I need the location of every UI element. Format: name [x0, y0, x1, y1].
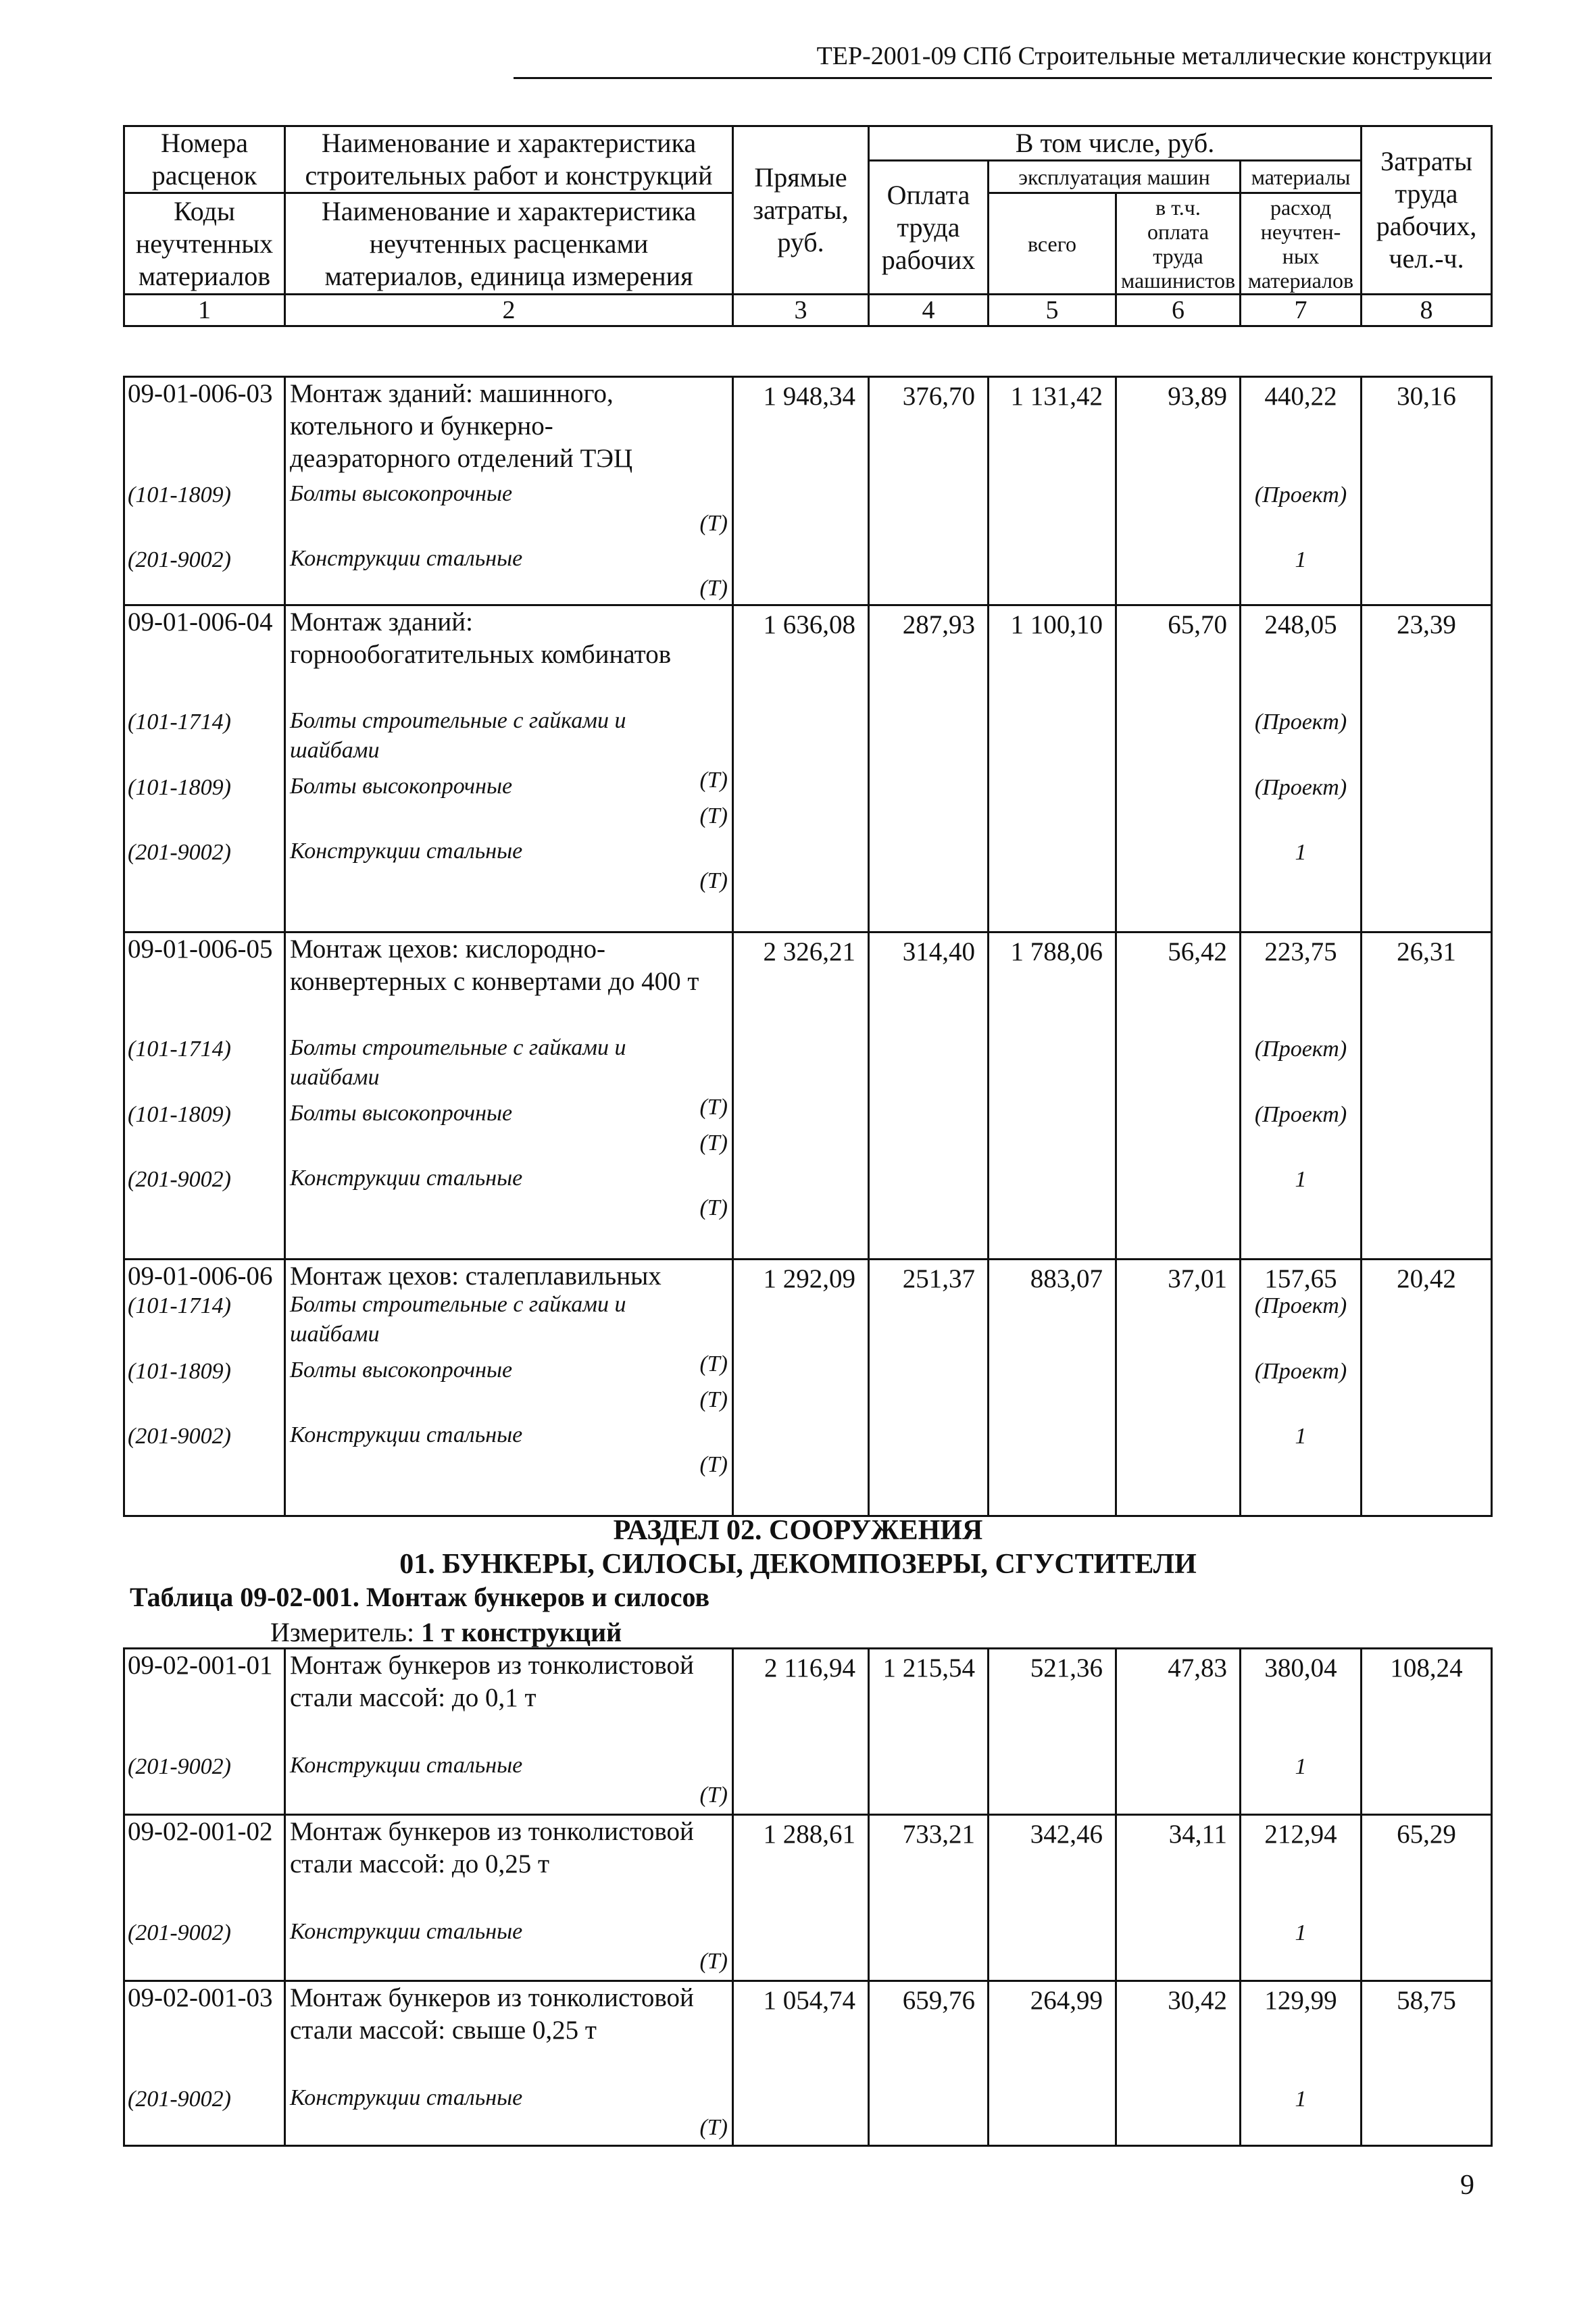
material-quantity: 1 [1295, 547, 1307, 572]
materials-cost: 380,04 [1264, 1653, 1337, 1683]
operator-cost: 34,11 [1116, 1815, 1241, 1981]
material-unit: (Т) [699, 768, 728, 793]
col1-bottom-header: Коды неучтенных материалов [124, 193, 285, 295]
materials-cost: 129,99 [1264, 1986, 1337, 2015]
material-quantity: (Проект) [1254, 1037, 1347, 1062]
material-unit: (Т) [699, 1195, 728, 1220]
labor-cost: 251,37 [869, 1260, 989, 1516]
table-row [124, 932, 1492, 1260]
labor-hours: 20,42 [1362, 1260, 1492, 1516]
materials-cell [1241, 605, 1362, 932]
table-row [124, 1815, 1492, 1981]
machine-cost: 1 100,10 [989, 605, 1116, 932]
work-name: Монтаж бункеров из тонколистовой [290, 1651, 694, 1680]
material-name: Болты высокопрочные [290, 1101, 513, 1126]
work-name-cell [285, 1981, 733, 2146]
material-entry [290, 1099, 728, 1158]
material-entry [290, 772, 728, 831]
operator-cost: 47,83 [1116, 1649, 1241, 1815]
operator-cost: 56,42 [1116, 932, 1241, 1260]
material-unit: (Т) [699, 576, 728, 601]
materials-cell [1241, 1260, 1362, 1516]
machine-cost: 521,36 [989, 1649, 1116, 1815]
labor-cost: 659,76 [869, 1981, 989, 2146]
material-name: Конструкции стальные [290, 839, 523, 864]
work-name: горнообогатительных комбинатов [290, 640, 672, 669]
work-name-cell [285, 1649, 733, 1815]
work-name: деаэраторного отделений ТЭЦ [290, 444, 633, 473]
labor-hours: 23,39 [1362, 605, 1492, 932]
materials-cell [1241, 1649, 1362, 1815]
rate-code: 09-01-006-03 [128, 379, 273, 408]
rate-code-cell [124, 1815, 285, 1981]
table-row [124, 1260, 1492, 1516]
material-entry [290, 544, 728, 603]
group-header: В том числе, руб. [869, 126, 1362, 161]
rate-code: 09-02-001-01 [128, 1651, 273, 1680]
material-unit: (Т) [699, 1387, 728, 1412]
work-name: Монтаж бункеров из тонколистовой [290, 1983, 694, 2012]
direct-cost: 1 948,34 [733, 377, 869, 605]
material-name: шайбами [290, 738, 380, 763]
work-name-cell [285, 377, 733, 605]
labor-cost: 1 215,54 [869, 1649, 989, 1815]
work-name-cell [285, 932, 733, 1260]
rate-code: 09-01-006-04 [128, 607, 273, 637]
material-name: Болты строительные с гайками и [290, 708, 626, 733]
material-unit: (Т) [699, 511, 728, 536]
work-name: Монтаж цехов: сталеплавильных [290, 1262, 662, 1291]
operator-cost: 65,70 [1116, 605, 1241, 932]
col5-header: всего [989, 193, 1116, 295]
materials-cost: 223,75 [1264, 937, 1337, 966]
col4-header: Оплата труда рабочих [869, 161, 989, 295]
col-number: 3 [733, 295, 869, 326]
material-code: (201-9002) [128, 1920, 231, 1945]
materials-cost: 157,65 [1264, 1264, 1337, 1293]
material-name: Конструкции стальные [290, 1753, 523, 1778]
material-name: Конструкции стальные [290, 1166, 523, 1191]
materials-cell [1241, 1815, 1362, 1981]
col-number: 8 [1362, 295, 1492, 326]
work-name: Монтаж цехов: кислородно- [290, 935, 605, 964]
labor-hours: 30,16 [1362, 377, 1492, 605]
material-quantity: (Проект) [1254, 1293, 1347, 1318]
material-unit: (Т) [699, 2115, 728, 2140]
material-quantity: (Проект) [1254, 482, 1347, 507]
material-code: (101-1714) [128, 710, 231, 735]
section-subtitle: 01. БУНКЕРЫ, СИЛОСЫ, ДЕКОМПОЗЕРЫ, СГУСТИТЕЛИ [399, 1549, 1197, 1580]
labor-hours: 108,24 [1362, 1649, 1492, 1815]
material-name: Болты строительные с гайками и [290, 1035, 626, 1060]
material-entry [290, 479, 728, 539]
table-header [123, 125, 1493, 327]
work-name-cell [285, 605, 733, 932]
material-quantity: 1 [1295, 1167, 1307, 1192]
rates-table-section1 [123, 376, 1493, 1517]
labor-cost: 287,93 [869, 605, 989, 932]
material-name: Болты высокопрочные [290, 774, 513, 799]
materials-header: материалы [1241, 161, 1362, 193]
material-entry [290, 2083, 728, 2143]
direct-cost: 1 054,74 [733, 1981, 869, 2146]
material-name: Болты высокопрочные [290, 481, 513, 506]
labor-hours: 58,75 [1362, 1981, 1492, 2146]
material-quantity: (Проект) [1254, 1359, 1347, 1384]
work-name: стали массой: до 0,1 т [290, 1683, 537, 1712]
material-name: Болты высокопрочные [290, 1358, 513, 1383]
col7-header: расход неучтен- ных материалов [1241, 193, 1362, 295]
rate-code-cell [124, 377, 285, 605]
material-unit: (Т) [699, 868, 728, 893]
col1-top-header: Номера расценок [124, 126, 285, 193]
materials-cell [1241, 1981, 1362, 2146]
labor-hours: 26,31 [1362, 932, 1492, 1260]
work-name: Монтаж бункеров из тонколистовой [290, 1817, 694, 1846]
operator-cost: 37,01 [1116, 1260, 1241, 1516]
work-name-cell [285, 1815, 733, 1981]
machine-cost: 342,46 [989, 1815, 1116, 1981]
table-row [124, 1981, 1492, 2146]
materials-cost: 248,05 [1264, 610, 1337, 639]
material-code: (101-1809) [128, 775, 231, 800]
rate-code-cell [124, 1649, 285, 1815]
table-row [124, 605, 1492, 932]
machine-cost: 264,99 [989, 1981, 1116, 2146]
materials-cell [1241, 377, 1362, 605]
material-name: Болты строительные с гайками и [290, 1292, 626, 1317]
material-quantity: 1 [1295, 1920, 1307, 1945]
material-name: Конструкции стальные [290, 1422, 523, 1447]
material-quantity: 1 [1295, 2087, 1307, 2112]
section-title: РАЗДЕЛ 02. СООРУЖЕНИЯ [613, 1515, 983, 1546]
material-code: (201-9002) [128, 1424, 231, 1449]
material-name: Конструкции стальные [290, 2085, 523, 2110]
material-name: Конструкции стальные [290, 1919, 523, 1944]
material-name: Конструкции стальные [290, 546, 523, 571]
material-entry [290, 1164, 728, 1223]
col-number: 4 [869, 295, 989, 326]
rates-table-section2 [123, 1647, 1493, 2147]
work-name: Монтаж зданий: машинного, [290, 379, 614, 408]
measure-unit: Измеритель: 1 т конструкций [270, 1617, 622, 1647]
material-code: (101-1809) [128, 482, 231, 507]
material-quantity: (Проект) [1254, 1102, 1347, 1127]
material-entry [290, 1355, 728, 1415]
col8-header: Затраты труда рабочих, чел.-ч. [1362, 126, 1492, 295]
machines-header: эксплуатация машин [989, 161, 1241, 193]
material-code: (201-9002) [128, 1167, 231, 1192]
machine-cost: 883,07 [989, 1260, 1116, 1516]
rate-code: 09-02-001-02 [128, 1817, 273, 1846]
material-name: шайбами [290, 1065, 380, 1090]
work-name: конвертерных с конвертами до 400 т [290, 967, 699, 996]
rate-code: 09-02-001-03 [128, 1983, 273, 2012]
material-entry [290, 1751, 728, 1810]
rate-code: 09-01-006-06 [128, 1262, 273, 1291]
rate-code-cell [124, 932, 285, 1260]
direct-cost: 1 636,08 [733, 605, 869, 932]
direct-cost: 1 292,09 [733, 1260, 869, 1516]
work-name: стали массой: до 0,25 т [290, 1849, 550, 1878]
material-code: (201-9002) [128, 1754, 231, 1779]
work-name-cell [285, 1260, 733, 1516]
machine-cost: 1 131,42 [989, 377, 1116, 605]
col3-header: Прямые затраты, руб. [733, 126, 869, 295]
labor-cost: 314,40 [869, 932, 989, 1260]
table-row [124, 377, 1492, 605]
material-quantity: (Проект) [1254, 775, 1347, 800]
table-row [124, 1649, 1492, 1815]
labor-cost: 733,21 [869, 1815, 989, 1981]
material-entry [290, 1917, 728, 1976]
material-entry [290, 837, 728, 896]
direct-cost: 2 116,94 [733, 1649, 869, 1815]
page-header: ТЕР-2001-09 СПб Строительные металлические конструкции [514, 39, 1492, 79]
material-unit: (Т) [699, 1130, 728, 1155]
material-unit: (Т) [699, 1452, 728, 1477]
material-code: (101-1714) [128, 1037, 231, 1062]
materials-cost: 440,22 [1264, 382, 1337, 411]
material-unit: (Т) [699, 1095, 728, 1120]
operator-cost: 93,89 [1116, 377, 1241, 605]
material-unit: (Т) [699, 803, 728, 828]
col-number: 2 [285, 295, 733, 326]
work-name: стали массой: свыше 0,25 т [290, 2016, 597, 2045]
material-quantity: 1 [1295, 840, 1307, 865]
material-unit: (Т) [699, 1351, 728, 1376]
col-number: 7 [1241, 295, 1362, 326]
material-quantity: 1 [1295, 1754, 1307, 1779]
material-quantity: (Проект) [1254, 710, 1347, 735]
material-code: (101-1809) [128, 1359, 231, 1384]
material-code: (101-1714) [128, 1293, 231, 1318]
material-entry [290, 1420, 728, 1480]
table-title: Таблица 09-02-001. Монтаж бункеров и силосов [130, 1582, 710, 1612]
col-number: 6 [1116, 295, 1241, 326]
col2-top-header: Наименование и характеристика строительных работ и конструкций [285, 126, 733, 193]
material-name: шайбами [290, 1322, 380, 1347]
direct-cost: 1 288,61 [733, 1815, 869, 1981]
labor-hours: 65,29 [1362, 1815, 1492, 1981]
col2-bottom-header: Наименование и характеристика неучтенных расценками материалов, единица измерения [285, 193, 733, 295]
material-unit: (Т) [699, 1783, 728, 1808]
work-name: Монтаж зданий: [290, 607, 473, 637]
rate-code-cell [124, 605, 285, 932]
rate-code-cell [124, 1260, 285, 1516]
col-number: 5 [989, 295, 1116, 326]
page-number: 9 [1460, 2170, 1474, 2201]
material-code: (101-1809) [128, 1102, 231, 1127]
work-name: котельного и бункерно- [290, 412, 553, 441]
col6-header: в т.ч. оплата труда машинистов [1116, 193, 1241, 295]
material-code: (201-9002) [128, 547, 231, 572]
material-unit: (Т) [699, 1949, 728, 1974]
col-number: 1 [124, 295, 285, 326]
labor-cost: 376,70 [869, 377, 989, 605]
materials-cell [1241, 932, 1362, 1260]
operator-cost: 30,42 [1116, 1981, 1241, 2146]
materials-cost: 212,94 [1264, 1820, 1337, 1849]
direct-cost: 2 326,21 [733, 932, 869, 1260]
material-code: (201-9002) [128, 840, 231, 865]
material-quantity: 1 [1295, 1424, 1307, 1449]
material-code: (201-9002) [128, 2087, 231, 2112]
rate-code: 09-01-006-05 [128, 935, 273, 964]
rate-code-cell [124, 1981, 285, 2146]
machine-cost: 1 788,06 [989, 932, 1116, 1260]
